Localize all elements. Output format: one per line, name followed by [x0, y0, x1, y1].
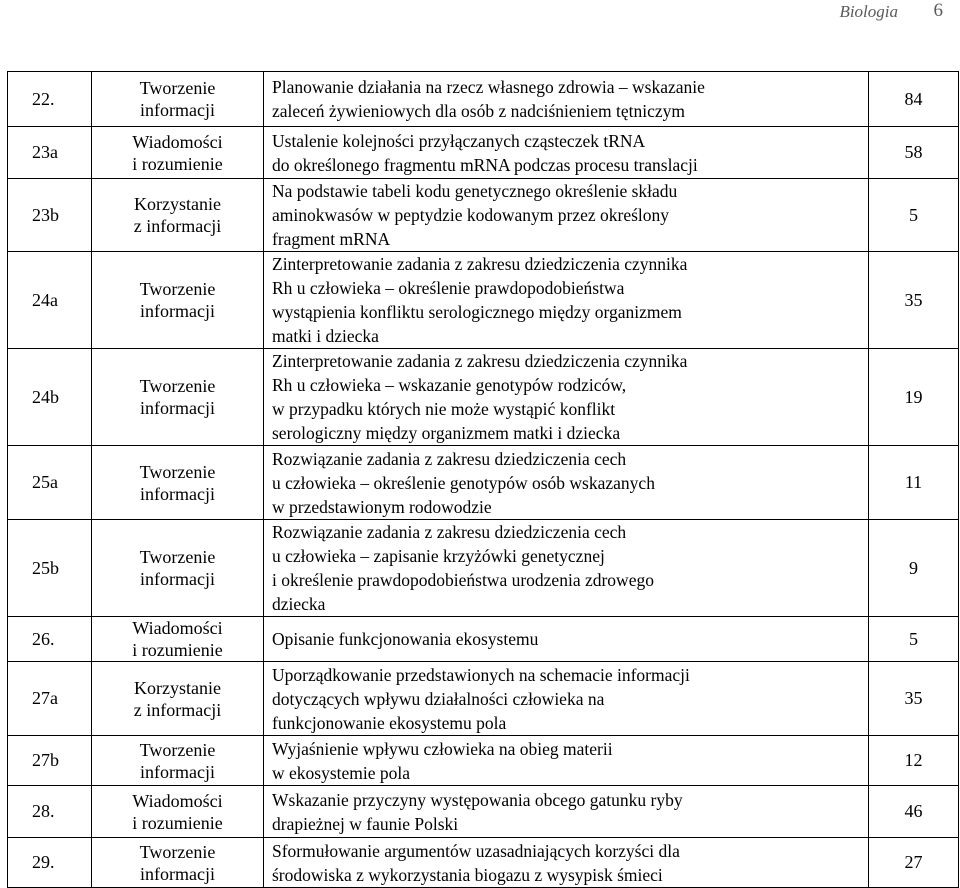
skill-area [92, 736, 264, 786]
description-line: Planowanie działania na rzecz własnego zdrowia – wskazanie [272, 77, 705, 97]
skill-area [92, 617, 264, 662]
skill-area [92, 838, 264, 888]
table-row [8, 736, 959, 786]
skill-line: i rozumienie [132, 640, 223, 660]
table-row [8, 446, 959, 520]
task-number: 23a [8, 127, 92, 179]
skill-line: informacji [140, 483, 215, 504]
points-value: 35 [869, 662, 959, 736]
task-description [264, 72, 869, 127]
skill-area [92, 72, 264, 127]
description-line: Rozwiązanie zadania z zakresu dziedziczenia cech [272, 522, 627, 542]
description-line: w przedstawionym rodowodzie [272, 496, 492, 517]
description-line: środowiska z wykorzystania biogazu z wysypisk śmieci [272, 864, 663, 885]
skill-line: informacji [140, 100, 215, 120]
description-line: Opisanie funkcjonowania ekosystemu [272, 629, 539, 649]
description-line: u człowieka – zapisanie krzyżówki genetycznej [272, 546, 605, 566]
skill-line: informacji [140, 761, 215, 782]
task-number: 24b [8, 349, 92, 446]
points-value: 5 [869, 617, 959, 662]
points-value: 27 [869, 838, 959, 888]
skill-line: Wiadomości [132, 131, 223, 152]
description-line: matki i dziecka [272, 326, 379, 346]
points-value: 9 [869, 520, 959, 617]
description-line: Wyjaśnienie wpływu człowieka na obieg materii [272, 738, 613, 759]
task-number: 26. [8, 617, 92, 662]
points-value: 35 [869, 252, 959, 349]
skill-area [92, 446, 264, 520]
task-description [264, 349, 869, 446]
skill-line: Wiadomości [132, 790, 223, 811]
description-line: Uporządkowanie przedstawionych na schemacie informacji [272, 664, 690, 685]
task-description [264, 446, 869, 520]
description-line: Wskazanie przyczyny występowania obcego gatunku ryby [272, 789, 683, 810]
description-line: Na podstawie tabeli kodu genetycznego określenie składu [272, 181, 678, 201]
description-line: Ustalenie kolejności przyłączanych cząsteczek tRNA [272, 130, 646, 151]
points-value: 11 [869, 446, 959, 520]
skill-line: z informacji [133, 699, 222, 720]
points-value: 58 [869, 127, 959, 179]
task-number: 29. [8, 838, 92, 888]
skill-area [92, 520, 264, 617]
skill-line: Wiadomości [132, 618, 223, 638]
description-line: zaleceń żywieniowych dla osób z nadciśnieniem tętniczym [272, 101, 686, 121]
description-line: w ekosystemie pola [272, 762, 411, 783]
task-description [264, 736, 869, 786]
skill-area [92, 127, 264, 179]
task-description [264, 617, 869, 662]
skill-line: i rozumienie [132, 153, 223, 174]
task-number: 23b [8, 179, 92, 252]
skill-line: Tworzenie [139, 841, 216, 862]
task-number: 22. [8, 72, 92, 127]
points-value: 46 [869, 786, 959, 838]
description-line: w przypadku których nie może wystąpić konflikt [272, 399, 616, 419]
task-description [264, 786, 869, 838]
page-header [0, 0, 960, 40]
skill-line: Tworzenie [139, 279, 216, 299]
task-description [264, 662, 869, 736]
task-number: 24a [8, 252, 92, 349]
skill-area [92, 349, 264, 446]
task-description [264, 520, 869, 617]
description-line: drapieżnej w faunie Polski [272, 813, 459, 834]
description-line: wystąpienia konfliktu serologicznego między organizmem [272, 302, 682, 322]
table-row [8, 520, 959, 617]
skill-line: Tworzenie [139, 739, 216, 760]
skill-line: Tworzenie [139, 461, 216, 482]
skill-line: Korzystanie [134, 677, 221, 698]
table-row [8, 179, 959, 252]
subject-label: Biologia [839, 2, 898, 21]
results-table-body [8, 72, 959, 888]
description-line: serologiczny między organizmem matki i dziecka [272, 423, 621, 443]
skill-line: Korzystanie [134, 194, 221, 214]
description-line: Rh u człowieka – określenie prawdopodobieństwa [272, 278, 625, 298]
task-number: 28. [8, 786, 92, 838]
task-description [264, 179, 869, 252]
description-line: Sformułowanie argumentów uzasadniających korzyści dla [272, 840, 680, 861]
table-row [8, 127, 959, 179]
task-number: 27a [8, 662, 92, 736]
skill-line: i rozumienie [132, 812, 223, 833]
task-number: 25b [8, 520, 92, 617]
points-value: 12 [869, 736, 959, 786]
description-line: aminokwasów w peptydzie kodowanym przez określony [272, 205, 670, 225]
skill-area [92, 252, 264, 349]
skill-line: informacji [140, 863, 215, 884]
skill-line: informacji [140, 301, 215, 321]
results-table [7, 71, 959, 888]
description-line: fragment mRNA [272, 229, 391, 249]
description-line: Zinterpretowanie zadania z zakresu dziedziczenia czynnika [272, 254, 688, 274]
description-line: do określonego fragmentu mRNA podczas procesu translacji [272, 154, 698, 175]
skill-line: Tworzenie [139, 376, 216, 396]
skill-area [92, 662, 264, 736]
points-value: 5 [869, 179, 959, 252]
skill-line: informacji [140, 569, 215, 589]
table-row [8, 662, 959, 736]
skill-line: Tworzenie [139, 78, 216, 98]
table-row [8, 838, 959, 888]
table-row [8, 617, 959, 662]
description-line: dotyczących wpływu działalności człowieka na [272, 688, 605, 709]
table-row [8, 72, 959, 127]
skill-line: Tworzenie [139, 547, 216, 567]
description-line: i określenie prawdopodobieństwa urodzenia zdrowego [272, 570, 654, 590]
table-row [8, 349, 959, 446]
table-row [8, 252, 959, 349]
skill-line: informacji [140, 398, 215, 418]
task-description [264, 127, 869, 179]
skill-area [92, 179, 264, 252]
description-line: funkcjonowanie ekosystemu pola [272, 712, 507, 733]
description-line: u człowieka – określenie genotypów osób wskazanych [272, 472, 655, 493]
task-description [264, 252, 869, 349]
skill-line: z informacji [133, 216, 222, 236]
description-line: Zinterpretowanie zadania z zakresu dziedziczenia czynnika [272, 351, 688, 371]
description-line: dziecka [272, 594, 326, 614]
page-number: 6 [933, 0, 943, 21]
table-row [8, 786, 959, 838]
task-number: 25a [8, 446, 92, 520]
task-description [264, 838, 869, 888]
task-number: 27b [8, 736, 92, 786]
points-value: 19 [869, 349, 959, 446]
skill-area [92, 786, 264, 838]
points-value: 84 [869, 72, 959, 127]
description-line: Rh u człowieka – wskazanie genotypów rodziców, [272, 375, 627, 395]
description-line: Rozwiązanie zadania z zakresu dziedziczenia cech [272, 448, 627, 469]
